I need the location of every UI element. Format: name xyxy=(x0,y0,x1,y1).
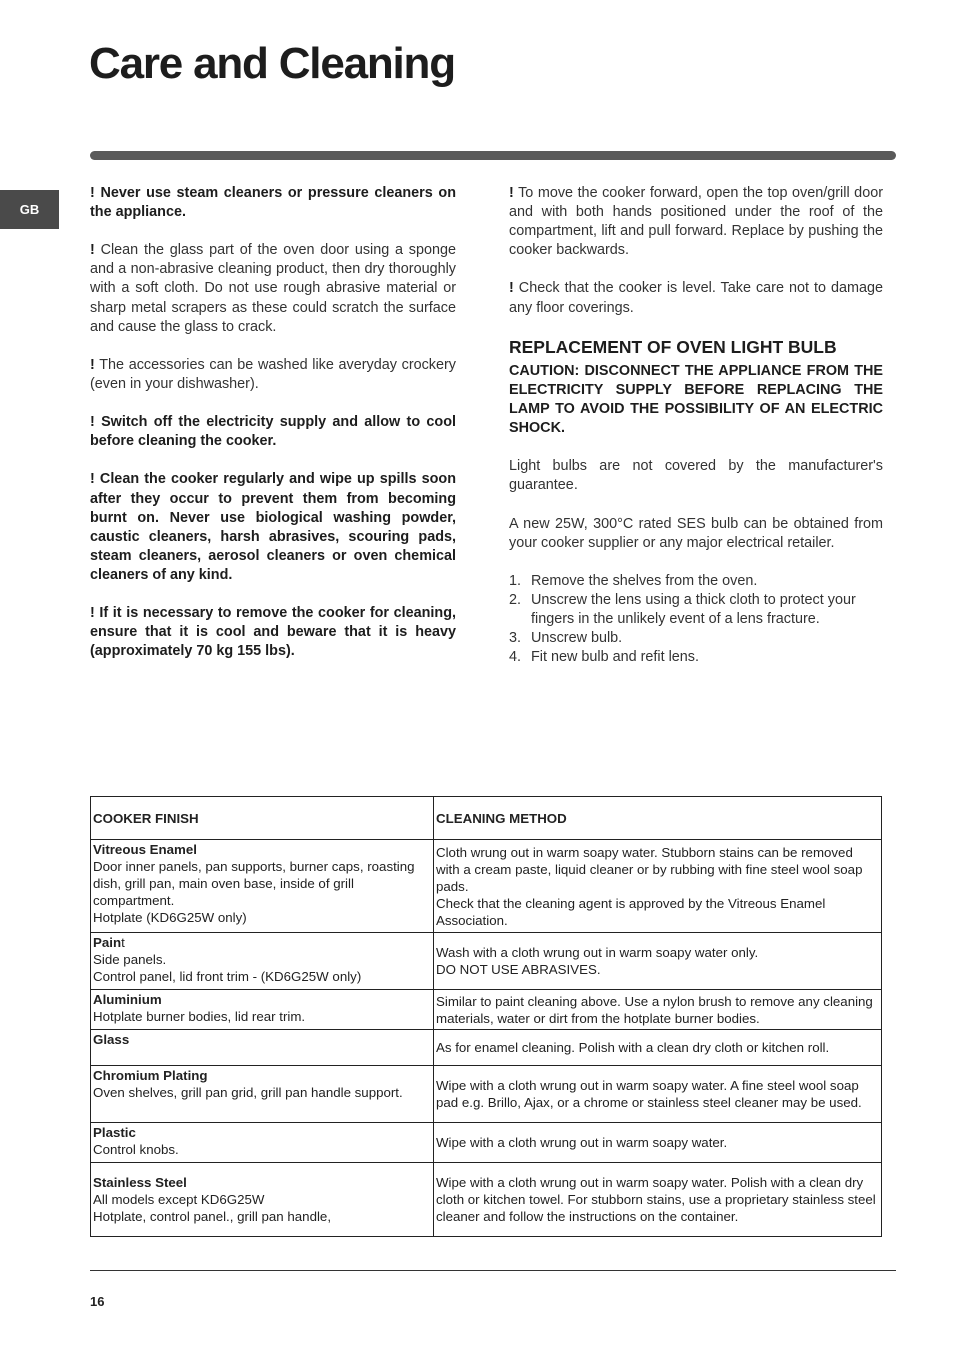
bulb-caution: CAUTION: DISCONNECT THE APPLIANCE FROM THE ELECTRICITY SUPPLY BEFORE REPLACING THE LAMP TO AVOID THE POSSIBILITY OF AN ELECTRIC SHOCK. xyxy=(509,362,883,437)
list-item: 4. Fit new bulb and refit lens. xyxy=(509,649,699,666)
header-cleaning-method: CLEANING METHOD xyxy=(434,797,882,840)
right-column xyxy=(509,184,883,667)
finish-cell: Stainless Steel All models except KD6G25W Hotplate, control panel., grill pan handle, xyxy=(91,1163,434,1237)
left-column xyxy=(90,184,456,680)
bulb-section-heading: REPLACEMENT OF OVEN LIGHT BULB xyxy=(509,336,837,357)
method-cell: As for enamel cleaning. Polish with a clean dry cloth or kitchen roll. xyxy=(434,1030,882,1066)
warning-steam-cleaners: ! Never use steam cleaners or pressure cleaners on the appliance. xyxy=(90,185,456,221)
table-header-row xyxy=(91,797,882,840)
page-title: Care and Cleaning xyxy=(89,39,455,88)
note-accessories: ! The accessories can be washed like averyday crockery (even in your dishwasher). xyxy=(90,356,456,392)
finish-cell: Vitreous Enamel Door inner panels, pan supports, burner caps, roasting dish, grill pan, main oven base, inside of grill compartment. Hotplate (KD6G25W only) xyxy=(91,840,434,933)
header-cooker-finish: COOKER FINISH xyxy=(91,797,434,840)
method-cell: Wash with a cloth wrung out in warm soapy water only. DO NOT USE ABRASIVES. xyxy=(434,933,882,990)
finish-name: Plastic xyxy=(93,1125,136,1140)
method-cell: Wipe with a cloth wrung out in warm soapy water. A fine steel wool soap pad e.g. Brillo, Ajax, or a chrome or stainless steel cleaner may be used. xyxy=(434,1066,882,1123)
bulb-steps-list xyxy=(509,572,883,667)
note-move-cooker: ! To move the cooker forward, open the top oven/grill door and with both hands positioned under the roof of the compartment, lift and pull forward. Replace by pushing the cooker backwards. xyxy=(509,185,883,259)
finish-cell: Chromium Plating Oven shelves, grill pan grid, grill pan handle support. xyxy=(91,1066,434,1123)
finish-name: Vitreous Enamel xyxy=(93,842,197,857)
warning-remove-cooker: ! If it is necessary to remove the cooker for cleaning, ensure that it is cool and beware that it is heavy (approximately 70 kg 155 lbs). xyxy=(90,605,456,660)
method-cell: Wipe with a cloth wrung out in warm soapy water. Polish with a clean dry cloth or kitchen towel. For stubborn stains, use a proprietary stainless steel cleaner and follow the instructions on the container. xyxy=(434,1163,882,1237)
bulb-info: A new 25W, 300°C rated SES bulb can be obtained from your cooker supplier or any major electrical retailer. xyxy=(509,515,883,551)
list-item: 3. Unscrew bulb. xyxy=(509,630,623,647)
method-cell: Similar to paint cleaning above. Use a nylon brush to remove any cleaning materials, water or dirt from the hotplate burner bodies. xyxy=(434,990,882,1030)
finish-cell: Aluminium Hotplate burner bodies, lid rear trim. xyxy=(91,990,434,1030)
warning-clean-regularly: ! Clean the cooker regularly and wipe up spills soon after they occur to prevent them from becoming burnt on. Never use biological washing powder, caustic cleaners, harsh abrasives, scouring pads, steam cleaners, aerosol cleaners or oven chemical cleaners of any kind. xyxy=(90,471,456,583)
finish-name: Paint xyxy=(93,935,125,950)
finish-cell xyxy=(91,1030,434,1066)
table-row xyxy=(91,990,882,1030)
cleaning-table xyxy=(90,796,882,1237)
finish-name: Chromium Plating xyxy=(93,1068,208,1083)
bulb-warranty-note: Light bulbs are not covered by the manufacturer's guarantee. xyxy=(509,458,883,494)
title-divider xyxy=(90,151,896,160)
table-row xyxy=(91,1030,882,1066)
method-cell: Cloth wrung out in warm soapy water. Stubborn stains can be removed with a cream paste, liquid cleaner or by rubbing with fine steel wool soap pads. Check that the cleaning agent is approved by the Vitreous Enamel Association. xyxy=(434,840,882,933)
table-row xyxy=(91,1066,882,1123)
footer-divider xyxy=(90,1270,896,1271)
note-check-level: ! Check that the cooker is level. Take care not to damage any floor coverings. xyxy=(509,280,883,316)
language-tab: GB xyxy=(0,190,59,229)
warning-switch-off: ! Switch off the electricity supply and allow to cool before cleaning the cooker. xyxy=(90,414,456,450)
list-item: 2. Unscrew the lens using a thick cloth to protect your fingers in the unlikely event of a lens fracture. xyxy=(509,591,856,627)
finish-name: Aluminium xyxy=(93,992,162,1007)
finish-name: Glass xyxy=(93,1032,130,1047)
table-row xyxy=(91,1123,882,1163)
note-glass-cleaning: ! Clean the glass part of the oven door using a sponge and a non-abrasive cleaning product, then dry thoroughly with a soft cloth. Do not use rough abrasive material or sharp metal scrapers as these could scratch the surface and cause the glass to crack. xyxy=(90,242,456,335)
finish-cell: Plastic Control knobs. xyxy=(91,1123,434,1163)
finish-name: Stainless Steel xyxy=(93,1175,187,1190)
finish-cell: Paint Side panels. Control panel, lid front trim - (KD6G25W only) xyxy=(91,933,434,990)
table-row xyxy=(91,1163,882,1237)
table-row xyxy=(91,933,882,990)
page-number: 16 xyxy=(90,1294,105,1309)
list-item: 1. Remove the shelves from the oven. xyxy=(509,572,758,589)
method-cell: Wipe with a cloth wrung out in warm soapy water. xyxy=(434,1123,882,1163)
table-row xyxy=(91,840,882,933)
